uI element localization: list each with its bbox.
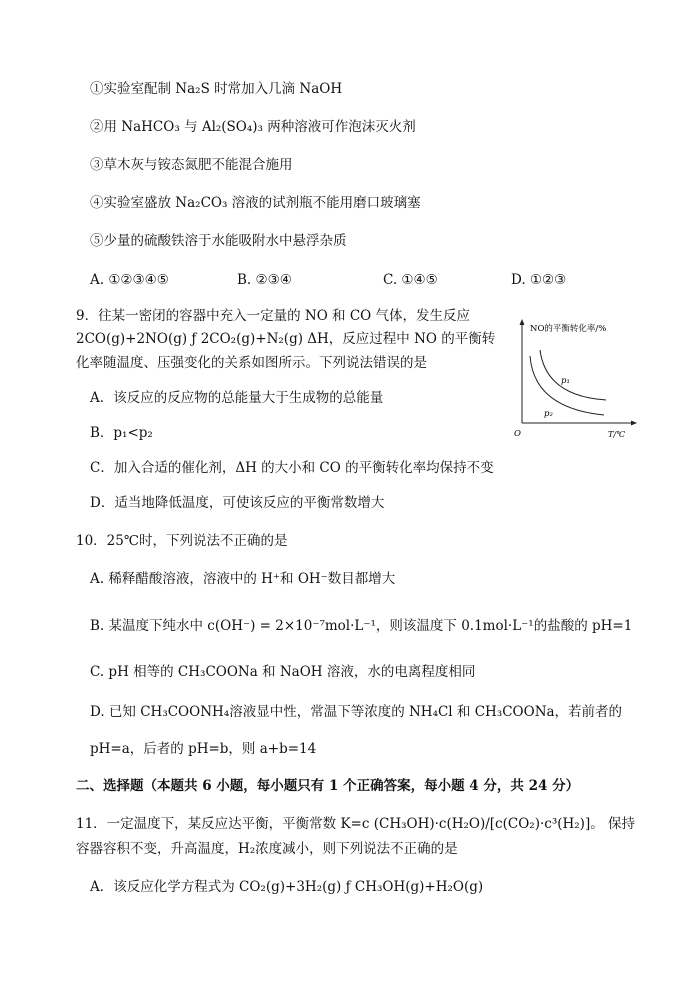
origin-label: O (514, 429, 521, 439)
q10-option-d-continued: pH=a，后者的 pH=b，则 a+b=14 (90, 741, 317, 757)
q8-option-a: A. ①②③④⑤ (90, 272, 169, 288)
q11-stem-line1: 11．一定温度下，某反应达平衡，平衡常数 K=c (CH₃OH)·c(H₂O)/[c(CO₂)·c³(H₂)]。 保持 (76, 816, 636, 832)
y-axis-label: NO的平衡转化率/% (530, 324, 607, 334)
q9-stem-line3: 化率随温度、压强变化的关系如图所示。下列说法错误的是 (76, 355, 427, 371)
q9-option-c: C．加入合适的催化剂，ΔH 的大小和 CO 的平衡转化率均保持不变 (90, 460, 494, 476)
q8-item-5: ⑤少量的硫酸铁溶于水能吸附水中悬浮杂质 (90, 233, 347, 249)
q8-item-3: ③草木灰与铵态氮肥不能混合施用 (90, 157, 293, 173)
q10-stem: 10．25℃时，下列说法不正确的是 (76, 533, 288, 549)
y-axis-arrow (520, 319, 525, 325)
q9-option-a: A．该反应的反应物的总能量大于生成物的总能量 (90, 390, 384, 406)
q8-option-c: C. ①④⑤ (383, 272, 438, 288)
q9-option-d: D．适当地降低温度，可使该反应的平衡常数增大 (90, 495, 385, 511)
q10-option-d: D. 已知 CH₃COONH₄溶液显中性，常温下等浓度的 NH₄Cl 和 CH₃COONa，若前者的 (90, 704, 623, 720)
curve-p1 (540, 350, 606, 400)
q10-option-a: A. 稀释醋酸溶液，溶液中的 H⁺和 OH⁻数目都增大 (90, 571, 396, 587)
q8-option-d: D. ①②③ (511, 272, 567, 288)
q11-option-a: A．该反应化学方程式为 CO₂(g)+3H₂(g) ƒ CH₃OH(g)+H₂O(g) (90, 879, 484, 895)
q9-conversion-graph (508, 318, 638, 443)
q8-item-1: ①实验室配制 Na₂S 时常加入几滴 NaOH (90, 81, 343, 97)
q9-option-b: B．p₁<p₂ (90, 425, 153, 441)
q9-stem-line1: 9．往某一密闭的容器中充入一定量的 NO 和 CO 气体，发生反应 (76, 308, 471, 324)
q8-item-2: ②用 NaHCO₃ 与 Al₂(SO₄)₃ 两种溶液可作泡沫灭火剂 (90, 119, 416, 135)
curve-p1-label: p₁ (561, 376, 570, 386)
x-axis-label: T/℃ (608, 430, 625, 439)
q8-option-b: B. ②③④ (237, 272, 292, 288)
q8-item-4: ④实验室盛放 Na₂CO₃ 溶液的试剂瓶不能用磨口玻璃塞 (90, 195, 421, 211)
q11-stem-line2: 容器容积不变，升高温度，H₂浓度减小，则下列说法不正确的是 (76, 841, 458, 857)
section-two-heading: 二、选择题（本题共 6 小题，每小题只有 1 个正确答案，每小题 4 分，共 24 分） (76, 778, 580, 794)
curve-p2-label: p₂ (544, 409, 553, 419)
q10-option-c: C. pH 相等的 CH₃COONa 和 NaOH 溶液，水的电离程度相同 (90, 664, 476, 680)
q9-stem-line2: 2CO(g)+2NO(g) ƒ 2CO₂(g)+N₂(g) ΔH，反应过程中 NO 的平衡转 (76, 331, 496, 347)
x-axis-arrow (631, 421, 637, 426)
q10-option-b: B. 某温度下纯水中 c(OH⁻) = 2×10⁻⁷mol·L⁻¹，则该温度下 0.1mol·L⁻¹的盐酸的 pH=1 (90, 618, 633, 634)
